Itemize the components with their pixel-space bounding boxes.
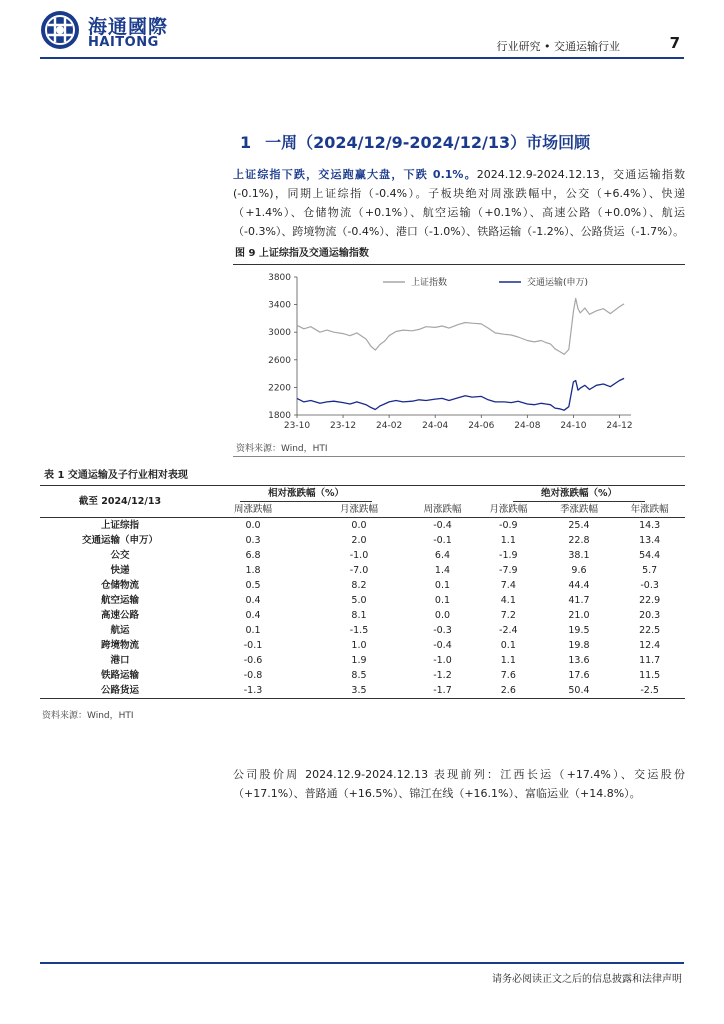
column-header: 年涨跌幅 xyxy=(614,502,685,518)
line-chart xyxy=(233,265,685,435)
table-cell: 19.5 xyxy=(568,625,590,636)
table-cell: -1.5 xyxy=(349,625,369,636)
table-row xyxy=(40,623,685,638)
column-header: 周涨跌幅 xyxy=(200,502,306,518)
group-relative xyxy=(200,486,412,502)
y-tick-label: 3800 xyxy=(268,273,291,283)
table-cell: 5.0 xyxy=(351,595,367,606)
table-cell: -0.4 xyxy=(433,640,452,651)
table-cell: -0.8 xyxy=(243,670,263,681)
table-cell: 1.9 xyxy=(351,655,367,666)
row-label: 公交 xyxy=(110,550,130,561)
table-cell: 50.4 xyxy=(544,683,615,699)
table-cell: -1.0 xyxy=(349,550,369,561)
legend-label: 交通运输(申万) xyxy=(527,278,589,288)
column-header: 月涨跌幅 xyxy=(473,502,544,518)
table-cell: 25.4 xyxy=(568,520,590,531)
table-source: 资料来源：Wind，HTI xyxy=(42,711,134,721)
report-category: 行业研究 • 交通运输行业 xyxy=(496,40,620,53)
table-cell: 1.8 xyxy=(245,565,261,576)
legend-label: 上证指数 xyxy=(411,278,448,288)
table-cell: -1.7 xyxy=(412,683,473,699)
table-cell: 11.5 xyxy=(639,670,661,681)
table-cell: 0.4 xyxy=(245,610,261,621)
table-cell: 1.1 xyxy=(500,655,516,666)
table-cell: 2.0 xyxy=(351,535,367,546)
section-number: 1 xyxy=(240,133,252,152)
table-cell: 3.5 xyxy=(306,683,412,699)
table-row xyxy=(40,653,685,668)
x-tick-label: 24-06 xyxy=(468,421,495,431)
top-stocks-paragraph: 公司股价周 2024.12.9-2024.12.13 表现前列：江西长运（+17.4%）、交运股份（+17.1%）、普路通（+16.5%）、锦江在线（+16.1%）、富临运业（+14.8%）。 xyxy=(233,768,685,800)
table-cell: 6.4 xyxy=(434,550,451,561)
column-header: 周涨跌幅 xyxy=(412,502,473,518)
row-label: 公路货运 xyxy=(40,683,200,699)
table-row xyxy=(40,638,685,653)
series-line-0 xyxy=(297,298,624,354)
table-title: 表 1 交通运输及子行业相对表现 xyxy=(40,466,685,486)
logo-text-cn: 海通國際 xyxy=(88,16,169,38)
row-label: 铁路运输 xyxy=(100,670,139,681)
table-cell: -0.1 xyxy=(433,535,452,546)
table-cell: 0.1 xyxy=(500,640,516,651)
table-cell: 8.2 xyxy=(351,580,367,591)
paragraph-lead: 上证综指下跌，交运跑赢大盘，下跌 0.1%。 xyxy=(233,168,477,181)
table-cell: -7.0 xyxy=(349,565,369,576)
table-cell: 0.0 xyxy=(245,520,261,531)
table-cell: 4.1 xyxy=(500,595,516,606)
table-cell: -1.9 xyxy=(499,550,518,561)
table-cell: -0.9 xyxy=(499,520,518,531)
table-cell: 22.8 xyxy=(568,535,590,546)
table-cell: 54.4 xyxy=(639,550,661,561)
table-row xyxy=(40,563,685,578)
table-cell: 0.0 xyxy=(351,520,367,531)
table-cell: -2.4 xyxy=(499,625,518,636)
table-cell: -1.3 xyxy=(200,683,306,699)
table-cell: -1.2 xyxy=(433,670,452,681)
header-divider xyxy=(40,57,684,59)
table-cell: 0.0 xyxy=(434,610,451,621)
table-cell: 12.4 xyxy=(639,640,661,651)
table-row xyxy=(40,518,685,534)
table-cell: 20.3 xyxy=(639,610,661,621)
table-row xyxy=(40,668,685,683)
paragraph-body: 2024.12.9-2024.12.13，交通运输指数(-0.1%)，同期上证综指（-0.4%）。子板块绝对周涨跌幅中，公交（+6.4%）、快递（+1.4%）、仓储物流（+0.1%）、航空运输（+0.1%）、高速公路（+0.0%）、航运（-0.3%）、跨境物流（-0.4%）、港口（-1.0%）、铁路运输（-1.2%）、公路货运（-1.7%）。 xyxy=(233,168,686,238)
table-cell: -2.5 xyxy=(614,683,685,699)
row-label: 上证综指 xyxy=(100,520,139,531)
y-tick-label: 2200 xyxy=(268,383,291,394)
x-tick-label: 24-12 xyxy=(606,421,633,431)
row-label: 仓储物流 xyxy=(100,580,139,591)
table-cell: 0.4 xyxy=(245,595,261,606)
table-cell: 1.0 xyxy=(351,640,367,651)
table-cell: -0.3 xyxy=(433,625,452,636)
group-absolute xyxy=(473,486,685,502)
figure-title: 图 9 上证综指及交通运输指数 xyxy=(233,243,685,265)
table-cell: 0.1 xyxy=(245,625,261,636)
table-cell: -0.4 xyxy=(433,520,452,531)
row-label: 跨境物流 xyxy=(100,640,139,651)
x-tick-label: 23-12 xyxy=(329,421,357,431)
table-cell: -1.0 xyxy=(433,655,452,666)
x-tick-label: 24-08 xyxy=(514,421,541,431)
table-cell: -0.3 xyxy=(640,580,659,591)
section-title xyxy=(240,130,590,153)
footer-divider xyxy=(40,962,684,964)
table-cell: 6.8 xyxy=(245,550,261,561)
table-body xyxy=(40,518,685,699)
table-cell: 2.6 xyxy=(473,683,544,699)
table-cell: 11.7 xyxy=(639,655,661,666)
table-row xyxy=(40,593,685,608)
row-label: 航运 xyxy=(110,625,130,636)
table-row xyxy=(40,683,685,699)
performance-table xyxy=(40,486,685,699)
table-row xyxy=(40,533,685,548)
table-cell: 17.6 xyxy=(568,670,590,681)
table-cell: 44.4 xyxy=(568,580,590,591)
y-tick-label: 2600 xyxy=(268,355,291,366)
table-cell: 41.7 xyxy=(568,595,590,606)
y-tick-label: 3000 xyxy=(268,328,291,339)
row-label: 港口 xyxy=(110,655,130,666)
market-review-paragraph xyxy=(233,165,685,241)
table-cell: 19.8 xyxy=(568,640,590,651)
column-header: 月涨跌幅 xyxy=(306,502,412,518)
haitong-logo-icon xyxy=(40,10,80,50)
table-cell: -7.9 xyxy=(499,565,518,576)
table-cell: 1.4 xyxy=(434,565,451,576)
y-tick-label: 1800 xyxy=(268,411,291,421)
x-tick-label: 24-02 xyxy=(376,421,403,431)
table-row xyxy=(40,608,685,623)
group-spacer xyxy=(412,486,473,502)
table-cell: 7.2 xyxy=(500,610,516,621)
table-row xyxy=(40,578,685,593)
table-cell: 7.4 xyxy=(500,580,516,591)
table-cell: 5.7 xyxy=(642,565,658,576)
figure-source: 资料来源：Wind，HTI xyxy=(236,444,328,454)
table-cell: 0.3 xyxy=(245,535,261,546)
row-label: 快递 xyxy=(110,565,130,576)
table-cell: 0.1 xyxy=(434,580,451,591)
table-cell: 38.1 xyxy=(568,550,590,561)
table-cell: -0.1 xyxy=(243,640,263,651)
y-tick-label: 3400 xyxy=(268,300,291,311)
logo-text-en: HAITONG xyxy=(88,35,159,50)
table-cell: 1.1 xyxy=(500,535,516,546)
haitong-logo xyxy=(40,10,170,52)
table-cell: 13.4 xyxy=(639,535,661,546)
table-cell: 7.6 xyxy=(500,670,516,681)
row-label: 高速公路 xyxy=(100,610,139,621)
table-cell: 8.5 xyxy=(351,670,367,681)
x-tick-label: 23-10 xyxy=(283,421,311,431)
index-chart xyxy=(233,265,685,435)
group-absolute-label: 绝对涨跌幅（%） xyxy=(513,486,645,502)
table-cell: 9.6 xyxy=(571,565,587,576)
x-tick-label: 24-04 xyxy=(422,421,449,431)
footer-disclaimer: 请务必阅读正文之后的信息披露和法律声明 xyxy=(492,974,682,985)
table-row xyxy=(40,548,685,563)
figure-divider xyxy=(233,456,685,457)
as-of-date: 截至 2024/12/13 xyxy=(40,486,200,518)
page-number: 7 xyxy=(669,34,680,52)
table-cell: 14.3 xyxy=(639,520,661,531)
table-group-header xyxy=(40,486,685,502)
table-cell: 13.6 xyxy=(568,655,590,666)
x-tick-label: 24-10 xyxy=(560,421,587,431)
column-header: 季涨跌幅 xyxy=(544,502,615,518)
table-cell: 8.1 xyxy=(351,610,367,621)
row-label: 交通运输（申万） xyxy=(81,535,158,546)
table-cell: 0.5 xyxy=(245,580,261,591)
table-cell: 21.0 xyxy=(568,610,590,621)
table-cell: 22.5 xyxy=(639,625,661,636)
table-cell: 22.9 xyxy=(639,595,661,606)
group-relative-label: 相对涨跌幅（%） xyxy=(240,486,372,502)
row-label: 航空运输 xyxy=(100,595,139,606)
table-cell: 0.1 xyxy=(434,595,451,606)
section-title-text: 一周（2024/12/9-2024/12/13）市场回顾 xyxy=(265,133,591,152)
table-cell: -0.6 xyxy=(243,655,263,666)
series-line-1 xyxy=(297,378,624,410)
